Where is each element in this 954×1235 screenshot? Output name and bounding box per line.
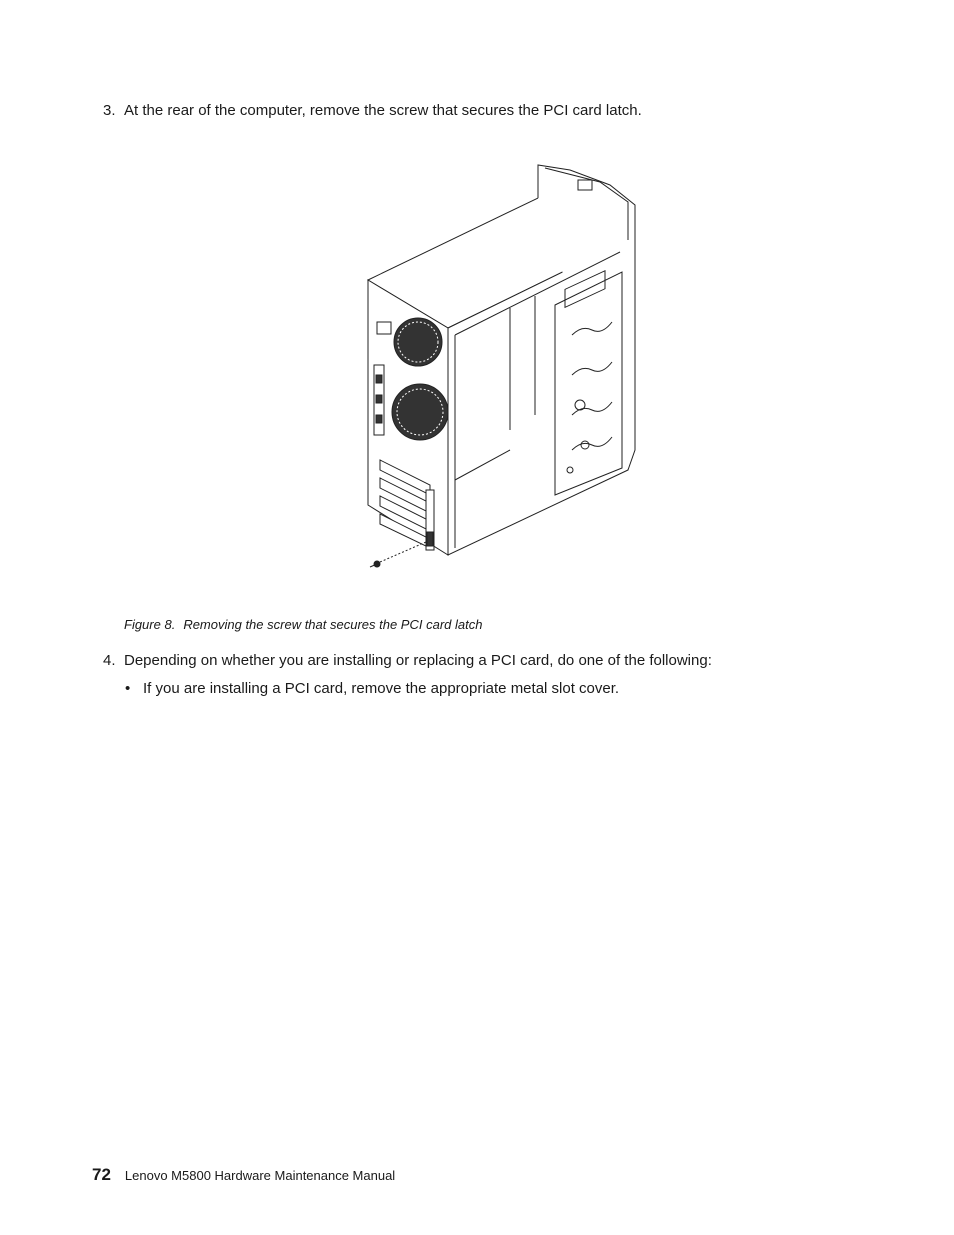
step-text: At the rear of the computer, remove the screw that secures the PCI card latch.: [124, 102, 642, 119]
step-text: Depending on whether you are installing or replacing a PCI card, do one of the following:: [124, 652, 712, 669]
computer-chassis-illustration: [360, 150, 650, 575]
page-number: 72: [92, 1165, 111, 1184]
step-number: 4.: [103, 652, 116, 669]
list-item-text: If you are installing a PCI card, remove the appropriate metal slot cover.: [143, 680, 620, 697]
list-item: [125, 679, 619, 699]
figure-label: Figure 8.: [124, 617, 176, 632]
figure-caption-text: Removing the screw that secures the PCI card latch: [183, 617, 483, 632]
figure-caption: [124, 616, 482, 634]
step-3: [103, 101, 642, 121]
step-4: [103, 651, 712, 671]
step-number: 3.: [103, 102, 116, 119]
bullet-icon: •: [125, 680, 131, 697]
page-footer: [92, 1165, 395, 1186]
manual-title: Lenovo M5800 Hardware Maintenance Manual: [124, 1168, 396, 1183]
